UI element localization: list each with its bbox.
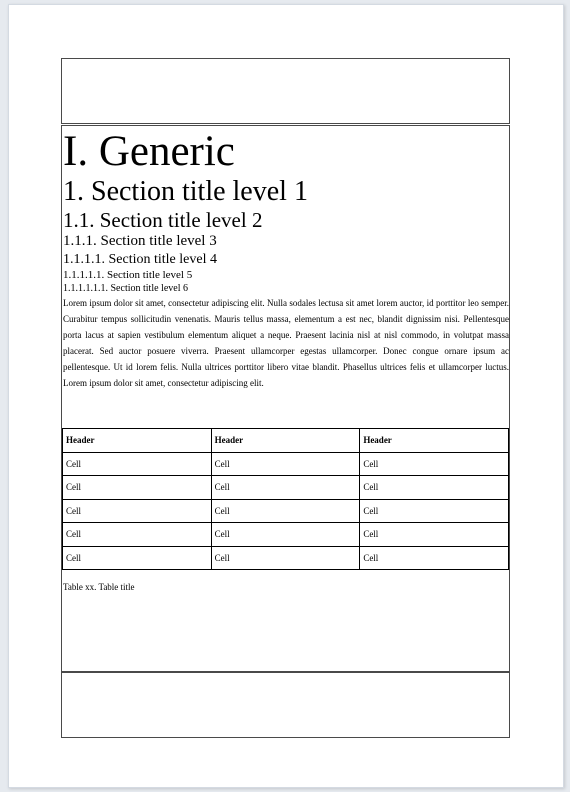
page-body-area[interactable] [61,125,510,672]
table-cell: Cell [63,523,212,547]
table-row [63,499,509,523]
table-row [63,546,509,570]
table-cell: Cell [360,452,509,476]
table-cell: Cell [63,452,212,476]
heading-level-5: 1.1.1.1.1. Section title level 5 [63,269,193,281]
table-cell: Cell [63,546,212,570]
table-cell: Cell [360,476,509,500]
table-cell: Cell [211,476,360,500]
table-row [63,452,509,476]
table-header-row [63,429,509,453]
table-row [63,476,509,500]
table-cell: Cell [211,452,360,476]
document-page [8,4,564,788]
table-cell: Cell [63,499,212,523]
table-cell: Cell [360,523,509,547]
page-footer-area[interactable] [61,672,510,738]
table-row [63,523,509,547]
table-cell: Cell [63,476,212,500]
table-header-cell: Header [211,429,360,453]
heading-level-6: 1.1.1.1.1.1. Section title level 6 [63,283,188,294]
body-content [63,126,509,391]
heading-chapter: I. Generic [63,128,235,175]
heading-level-3: 1.1.1. Section title level 3 [63,233,217,249]
page-header-area[interactable] [61,58,510,124]
body-paragraph: Lorem ipsum dolor sit amet, consectetur adipiscing elit. Nulla sodales lectusa sit amet lorem auctor, id porttitor leo semper. Curabitur tempus sollicitudin venenatis. Mauris tellus massa, elementum a est nec, blandit dignissim nisi. Pellentesque porta lacus at sapien vestibulum elementum aliquet a neque. Praesent lacinia nisl at nisl commodo, in volutpat massa placerat. Sed auctor posuere viverra. Praesent ullamcorper egestas ullamcorper. Donec congue ornare ipsum ac pellentesque. Ut id lorem felis. Nulla ultrices porttitor libero vitae blandit. Phasellus ultrices felis et ullamcorper luctus. Lorem ipsum dolor sit amet, consectetur adipiscing elit. [63,298,509,388]
table-header-cell: Header [360,429,509,453]
heading-level-1: 1. Section title level 1 [63,176,308,207]
table-cell: Cell [360,499,509,523]
table-header-cell: Header [63,429,212,453]
table-cell: Cell [211,499,360,523]
table-cell: Cell [360,546,509,570]
heading-level-2: 1.1. Section title level 2 [63,208,263,232]
table-cell: Cell [211,523,360,547]
table-cell: Cell [211,546,360,570]
heading-level-4: 1.1.1.1. Section title level 4 [63,252,217,267]
table-caption: Table xx. Table title [63,582,135,592]
data-table [62,428,509,570]
